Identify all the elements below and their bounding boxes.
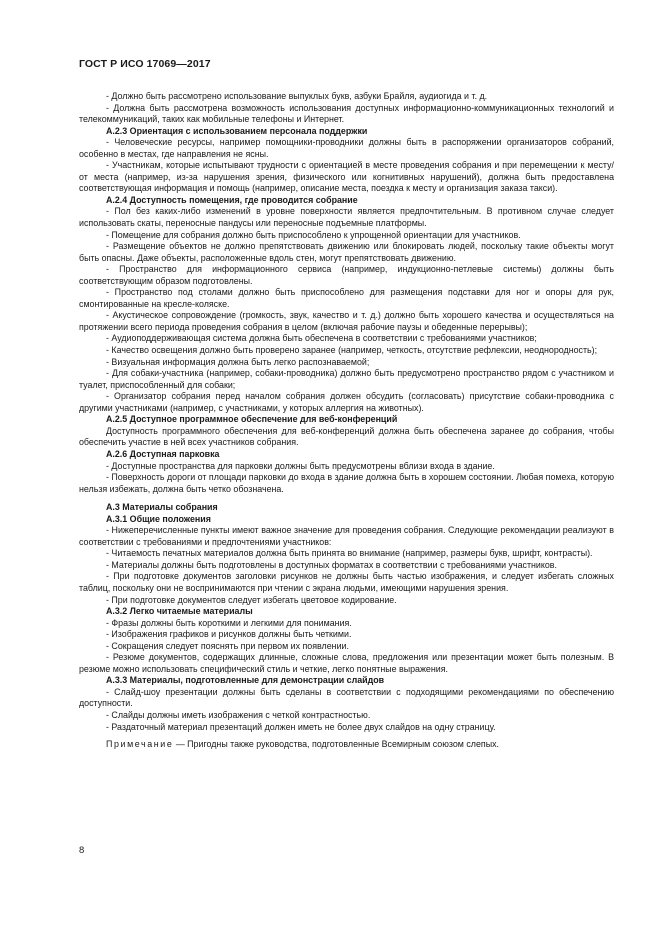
paragraph: - Фразы должны быть короткими и легкими для понимания. <box>106 617 352 628</box>
paragraph: - Пространство для информационного сервиса (например, индукционно-петлевые системы) должны быть соответствующим образом подготовлены. <box>79 264 614 286</box>
subsection-heading: А.2.3 Ориентация с использованием персонала поддержки <box>106 125 368 136</box>
note-label: Примечание <box>106 739 174 750</box>
paragraph: - Должна быть рассмотрена возможность использования доступных информационно-коммуникационных технологий и телекоммуникаций, таких как мобильные телефоны и Интернет. <box>79 102 614 125</box>
paragraph: - Участникам, которые испытывают трудности с ориентацией в месте проведения собрания и при перемещении к месту/от места (например, из-за нарушения зрения, физического или когнитивных нарушений), должна быть предоставлена соответствующая информация и помощь (например, описание места, поездка к месту и организация заказа такси). <box>79 160 614 194</box>
paragraph: - Слайд-шоу презентации должны быть сделаны в соответствии с подходящими рекомендациями по обеспечению доступности. <box>79 686 614 709</box>
paragraph: - Пространство под столами должно быть приспособлено для размещения подставки для ног и опоры для рук, смонтированные на кресле-коляске. <box>79 287 614 309</box>
paragraph: - Поверхность дороги от площади парковки до входа в здание должна быть в хорошем состоянии. Любая помеха, которую нельзя избежать, должна быть четко обозначена. <box>79 472 614 494</box>
subsection-heading: А.3.3 Материалы, подготовленные для демонстрации слайдов <box>106 675 385 686</box>
paragraph: - Аудиоподдерживающая система должна быть обеспечена в соответствии с требованиями участников; <box>106 333 537 344</box>
paragraph: - Человеческие ресурсы, например помощники-проводники должны быть в распоряжении организаторов собраний, особенно в местах, где направления не ясны. <box>79 137 614 159</box>
paragraph: - Акустическое сопровождение (громкость, звук, качество и т. д.) должно быть хорошего качества и осуществляться на протяжении всего периода проведения собрания в целом (включая рабочие паузы и обеденные перерывы); <box>79 310 614 332</box>
paragraph: Доступность программного обеспечения для веб-конференций должна быть обеспечена заранее до собрания, чтобы обеспечить участие в ней всех участников собрания. <box>79 425 614 448</box>
paragraph: - Организатор собрания перед началом собрания должен обсудить (согласовать) присутствие собаки-проводника с другими участниками (например, с участниками, у которых аллергия на животных). <box>79 391 614 413</box>
paragraph: - Визуальная информация должна быть легко распознаваемой; <box>106 356 370 367</box>
note-paragraph <box>79 739 614 751</box>
document-code-header: ГОСТ Р ИСО 17069—2017 <box>79 58 211 70</box>
subsection-heading: А.2.5 Доступное программное обеспечение для веб-конференций <box>106 414 398 425</box>
paragraph: - Помещение для собрания должно быть приспособлено к упрощенной ориентации для участников. <box>106 229 521 240</box>
subsection-heading: А.2.4 Доступность помещения, где проводится собрание <box>106 194 358 205</box>
subsection-heading: А.3.1 Общие положения <box>106 513 211 524</box>
paragraph: - Должно быть рассмотрено использование выпуклых букв, азбуки Брайля, аудиогида и т. д. <box>106 91 488 101</box>
note-text: — Пригодны также руководства, подготовленные Всемирным союзом слепых. <box>173 739 499 750</box>
paragraph: - Нижеперечисленные пункты имеют важное значение для проведения собрания. Следующие рекомендации реализуют в соответствии с требованиями и предпочтениями участников: <box>79 525 614 547</box>
paragraph: - Сокращения следует пояснять при первом их появлении. <box>106 640 349 651</box>
paragraph: - Материалы должны быть подготовлены в доступных форматах в соответствии с требованиями участников. <box>106 559 557 570</box>
paragraph: - При подготовке документов заголовки рисунков не должны быть частью изображения, и следует избегать сложных таблиц, поскольку они не воспринимаются при чтении с экрана людьми, имеющими нарушения зрения. <box>79 571 614 593</box>
paragraph: - Качество освещения должно быть проверено заранее (например, четкость, отсутствие рефлексии, неоднородность); <box>106 345 598 356</box>
paragraph: - Доступные пространства для парковки должны быть предусмотрены вблизи входа в здание. <box>106 460 495 471</box>
paragraph: - Резюме документов, содержащих длинные, сложные слова, предложения или презентации может быть полезным. В резюме можно использовать специфический стиль и четкие, легко понятные выражения. <box>79 652 614 674</box>
paragraph: - Изображения графиков и рисунков должны быть четкими. <box>106 629 352 640</box>
page-number: 8 <box>79 845 85 856</box>
paragraph: - Пол без каких-либо изменений в уровне поверхности является предпочтительным. В противном случае следует использовать скаты, переносные пандусы или переносные подъемные платформы. <box>79 206 614 229</box>
document-body <box>79 91 614 751</box>
paragraph: - Для собаки-участника (например, собаки-проводника) должно быть предусмотрено пространство рядом с участником и туалет, приспособленный для собаки; <box>79 368 614 390</box>
paragraph: - Раздаточный материал презентаций должен иметь не более двух слайдов на одну страницу. <box>106 721 496 732</box>
paragraph: - Слайды должны иметь изображения с четкой контрастностью. <box>106 709 371 720</box>
paragraph: - При подготовке документов следует избегать цветовое кодирование. <box>106 594 397 605</box>
subsection-heading: А.3.2 Легко читаемые материалы <box>106 606 253 617</box>
paragraph: - Читаемость печатных материалов должна быть принята во внимание (например, размеры букв, шрифт, контрасты). <box>106 548 593 559</box>
paragraph: - Размещение объектов не должно препятствовать движению или блокировать людей, поскольку такие объекты могут быть опасны. Даже объекты, расположенные вдоль стен, могут препятствовать движению. <box>79 241 614 263</box>
subsection-heading: А.2.6 Доступная парковка <box>106 448 220 459</box>
section-heading: А.3 Материалы собрания <box>106 502 218 513</box>
